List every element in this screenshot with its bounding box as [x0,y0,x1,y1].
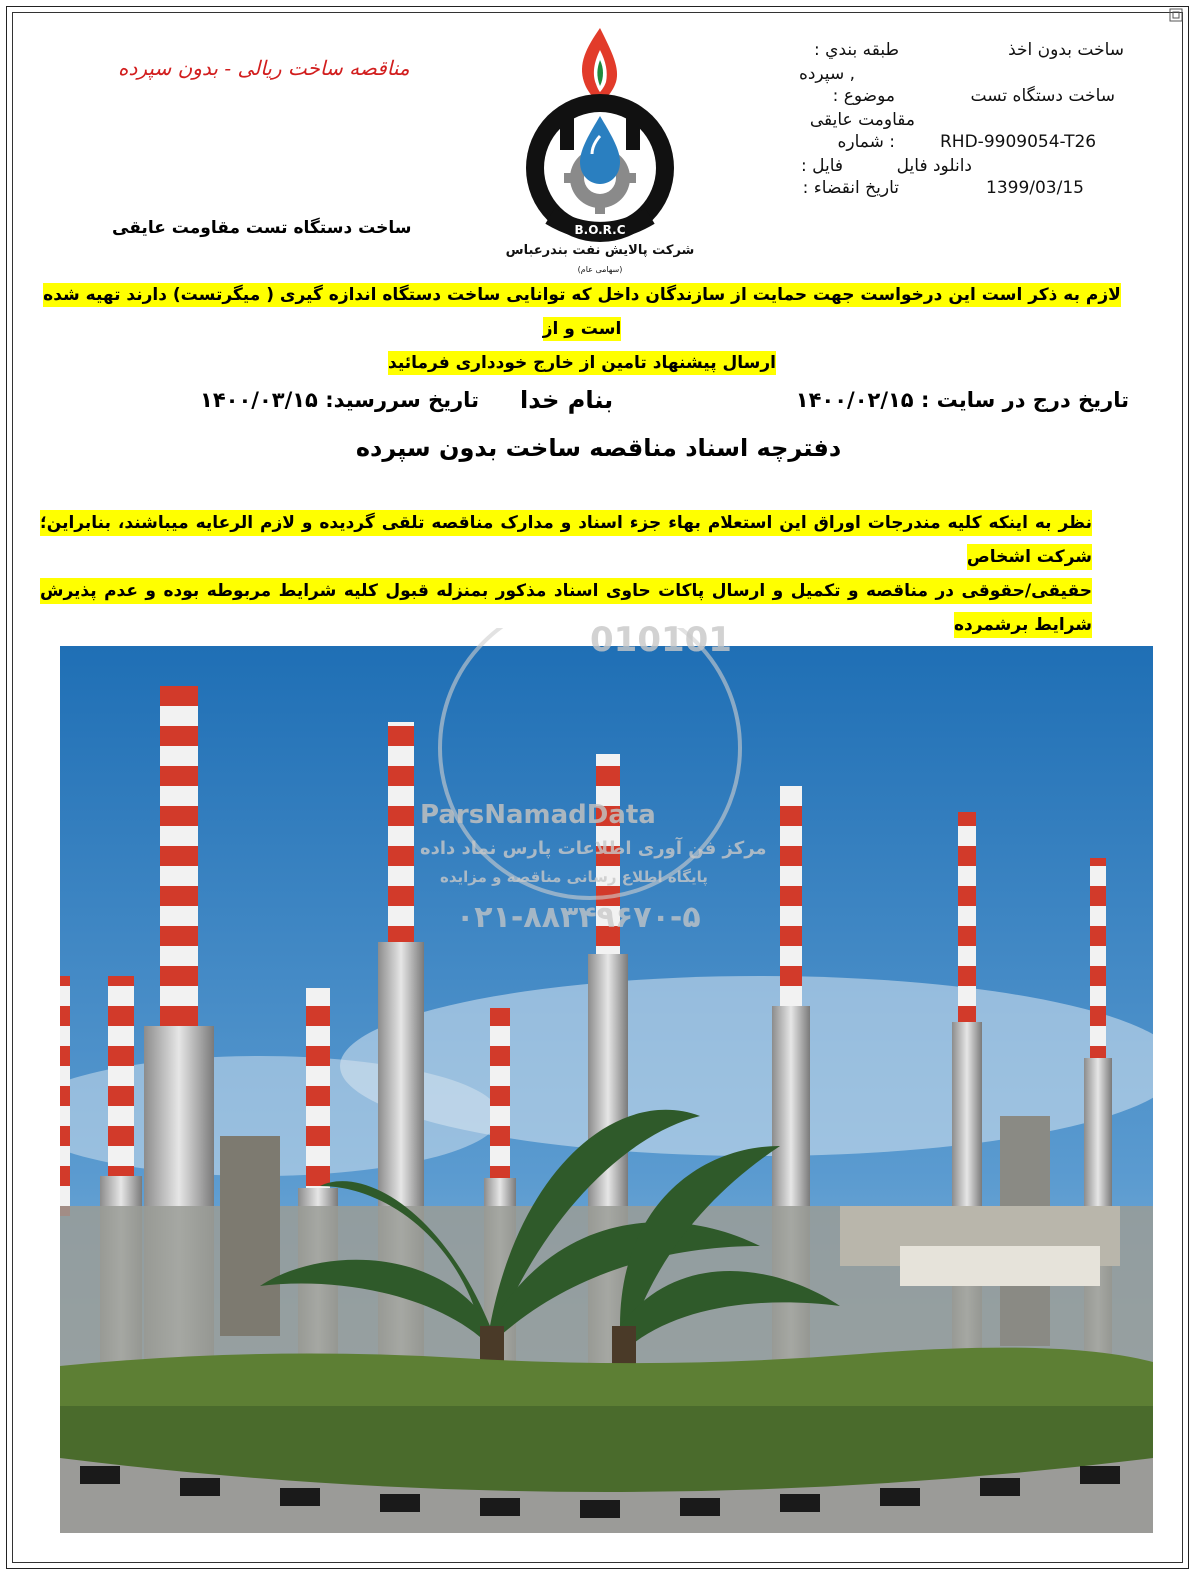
file-download-link[interactable]: دانلود فایل [896,156,972,176]
maximize-icon[interactable] [1169,8,1183,22]
number-label: : شماره [837,132,895,152]
bismillah-heading: بنام خدا [520,386,614,414]
category-value-2: , سپرده [798,64,855,84]
document-title: دفترچه اسناد مناقصه ساخت بدون سپرده [355,434,842,462]
due-date: تاریخ سررسید: ۱۴۰۰/۰۳/۱۵ [200,388,479,412]
expiry-label: تاریخ انقضاء : [802,178,899,198]
logo-company-name: شرکت پالایش نفت بندرعباس [505,243,695,258]
logo-subtitle: (سهامی عام) [577,265,623,274]
category-value-1: ساخت بدون اخذ [1008,40,1124,60]
borc-logo-icon [500,20,700,278]
terms-line1: نظر به اینکه کلیه مندرجات اوراق این استعلام بهاء جزء اسناد و مدارک مناقصه تلقی گردیده و لازم الرعایه میباشند، بنابراین؛ شرکت اشخاص [40,510,1092,570]
watermark-phone: ۰۲۱-۸۸۳۴۹۶۷۰-۵ [456,900,701,935]
file-label: فایل : [800,156,843,176]
subject-label: موضوع : [832,86,895,106]
terms-line2: حقیقی/حقوقی در مناقصه و تکمیل و ارسال پاکات حاوی اسناد مذکور بمنزله قبول کلیه شرایط مربوطه بوده و عدم پذیرش شرایط برشمرده [40,578,1092,638]
handwritten-note: مناقصه ساخت ریالی - بدون سپرده [118,56,410,80]
category-label: طبقه بندي : [814,40,899,60]
subject-value-1: ساخت دستگاه تست [970,86,1115,106]
watermark-binary: 010101 [590,620,732,660]
support-notice-line2: ارسال پیشنهاد تامین از خارج خودداری فرمائید [388,353,776,373]
subject-title: ساخت دستگاه تست مقاومت عایقی [112,218,412,238]
watermark-brand: ParsNamadData [420,800,656,830]
expiry-date: 1399/03/15 [986,178,1084,198]
watermark-line1: مرکز فن آوری اطلاعات پارس نماد داده [420,838,767,859]
refinery-photo [60,646,1153,1533]
subject-value-2: مقاومت عایقی [809,110,915,130]
support-notice-line1: لازم به ذکر است این درخواست جهت حمایت از سازندگان داخل که توانایی ساخت دستگاه اندازه گیری ( میگرتست) دارند تهیه شده است و از [43,285,1121,339]
watermark-line2: پایگاه اطلاع رسانی مناقصه و مزایده [440,868,708,886]
company-logo [500,20,700,278]
support-notice [22,278,1142,380]
logo-acronym: B.O.R.C [574,223,626,237]
posted-date: تاریخ درج در سایت : ۱۴۰۰/۰۲/۱۵ [795,388,1129,412]
tender-number: RHD-9909054-T26 [940,132,1097,152]
